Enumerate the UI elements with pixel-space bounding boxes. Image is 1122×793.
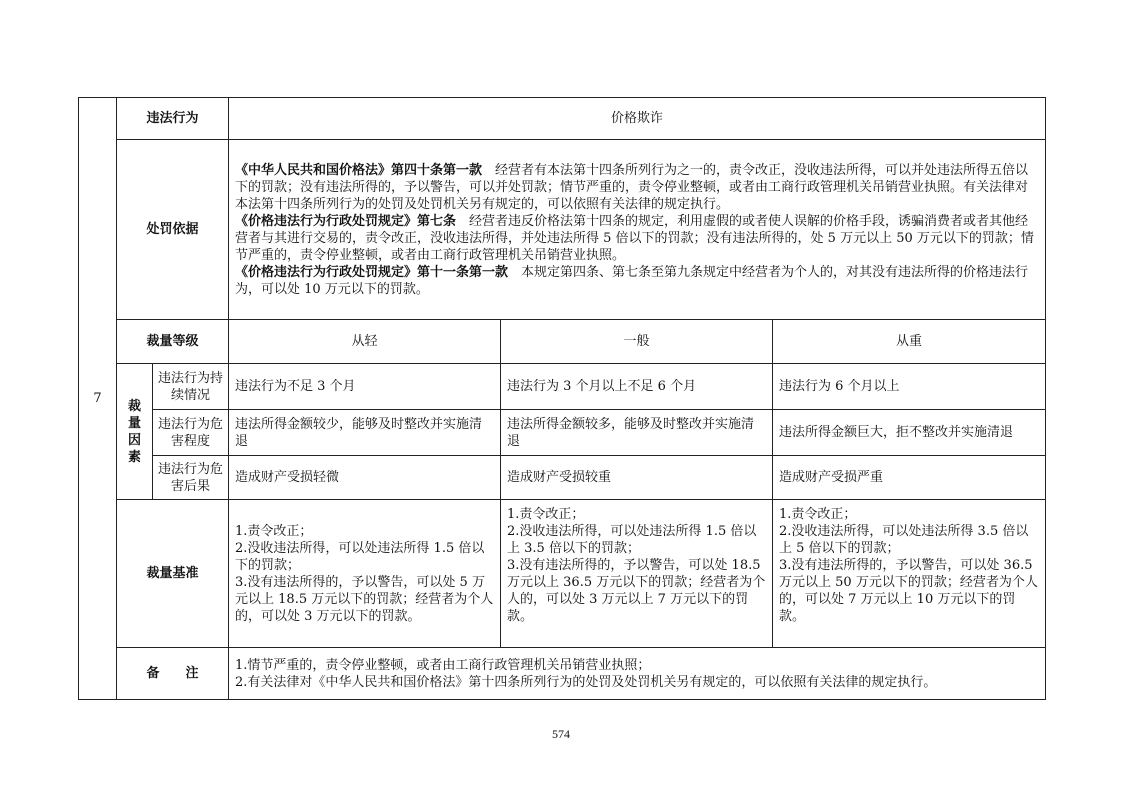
- basis-item: 《中华人民共和国价格法》第四十条第一款 经营者有本法第十四条所列行为之一的，责令改正，没收违法所得，可以并处违法所得五倍以下的罚款；没有违法所得的，予以警告，可以并处罚款；情节严重的，责令停业整顿，或者由工商行政管理机关吊销营业执照。有关法律对本法第十四条所列行为的处罚及处罚机关另有规定的，可以依照有关法律的规定执行。: [235, 162, 1029, 212]
- factor-light: 违法行为不足 3 个月: [229, 364, 501, 410]
- factor-normal: 造成财产受损较重: [501, 456, 773, 500]
- standard-label: 裁量基准: [117, 500, 229, 648]
- remarks-content: 1.情节严重的，责令停业整顿，或者由工商行政管理机关吊销营业执照； 2.有关法律对《中华人民共和国价格法》第十四条所列行为的处罚及处罚机关另有规定的，可以依照有关法律的规定执行。: [229, 648, 1046, 700]
- level-heavy: 从重: [773, 320, 1046, 364]
- level-normal: 一般: [501, 320, 773, 364]
- basis-item: 《价格违法行为行政处罚规定》第十一条第一款 本规定第四条、第七条至第九条规定中经营者为个人的，对其没有违法所得的价格违法行为，可以处 10 万元以下的罚款。: [235, 264, 1029, 297]
- factor-heavy: 违法行为 6 个月以上: [773, 364, 1046, 410]
- factor-heavy: 违法所得金额巨大，拒不整改并实施清退: [773, 410, 1046, 456]
- basis-label: 处罚依据: [117, 140, 229, 320]
- standard-heavy: 1.责令改正； 2.没收违法所得，可以处违法所得 3.5 倍以上 5 倍以下的罚款； 3.没有违法所得的，予以警告，可以处 36.5 万元以上 50 万元以下的罚款；经营者为个人的，可以处 7 万元以上 10 万元以下的罚款。: [773, 500, 1046, 648]
- violation-value: 价格欺诈: [229, 98, 1046, 140]
- violation-label: 违法行为: [117, 98, 229, 140]
- basis-item: 《价格违法行为行政处罚规定》第七条 经营者违反价格法第十四条的规定，利用虚假的或者使人误解的价格手段，诱骗消费者或者其他经营者与其进行交易的，责令改正，没收违法所得，并处违法所得 5 倍以下的罚款；没有违法所得的，处 5 万元以上 50 万元以下的罚款；情节严重的，责令停业整顿，或者由工商行政管理机关吊销营业执照。: [235, 213, 1034, 263]
- factor-name: 违法行为危害后果: [153, 456, 229, 500]
- factor-normal: 违法行为 3 个月以上不足 6 个月: [501, 364, 773, 410]
- standard-normal: 1.责令改正； 2.没收违法所得，可以处违法所得 1.5 倍以上 3.5 倍以下的罚款； 3.没有违法所得的，予以警告，可以处 18.5 万元以上 36.5 万元以下的罚款；经营者为个人的，可以处 3 万元以上 7 万元以下的罚款。: [501, 500, 773, 648]
- factor-light: 造成财产受损轻微: [229, 456, 501, 500]
- factor-light: 违法所得金额较少，能够及时整改并实施清退: [229, 410, 501, 456]
- standard-light: 1.责令改正； 2.没收违法所得，可以处违法所得 1.5 倍以下的罚款； 3.没有违法所得的，予以警告，可以处 5 万元以上 18.5 万元以下的罚款；经营者为个人的，可以处 3 万元以下的罚款。: [229, 500, 501, 648]
- row-number: 7: [79, 98, 117, 700]
- basis-content: [229, 140, 1046, 320]
- factor-name: 违法行为持续情况: [153, 364, 229, 410]
- level-light: 从轻: [229, 320, 501, 364]
- factor-heavy: 造成财产受损严重: [773, 456, 1046, 500]
- factors-label: 裁 量 因 素: [117, 364, 153, 500]
- remarks-label: 备 注: [117, 648, 229, 700]
- page-number: 574: [552, 727, 570, 741]
- levels-label: 裁量等级: [117, 320, 229, 364]
- penalty-discretion-table: [78, 97, 1046, 700]
- factor-normal: 违法所得金额较多，能够及时整改并实施清退: [501, 410, 773, 456]
- factor-name: 违法行为危害程度: [153, 410, 229, 456]
